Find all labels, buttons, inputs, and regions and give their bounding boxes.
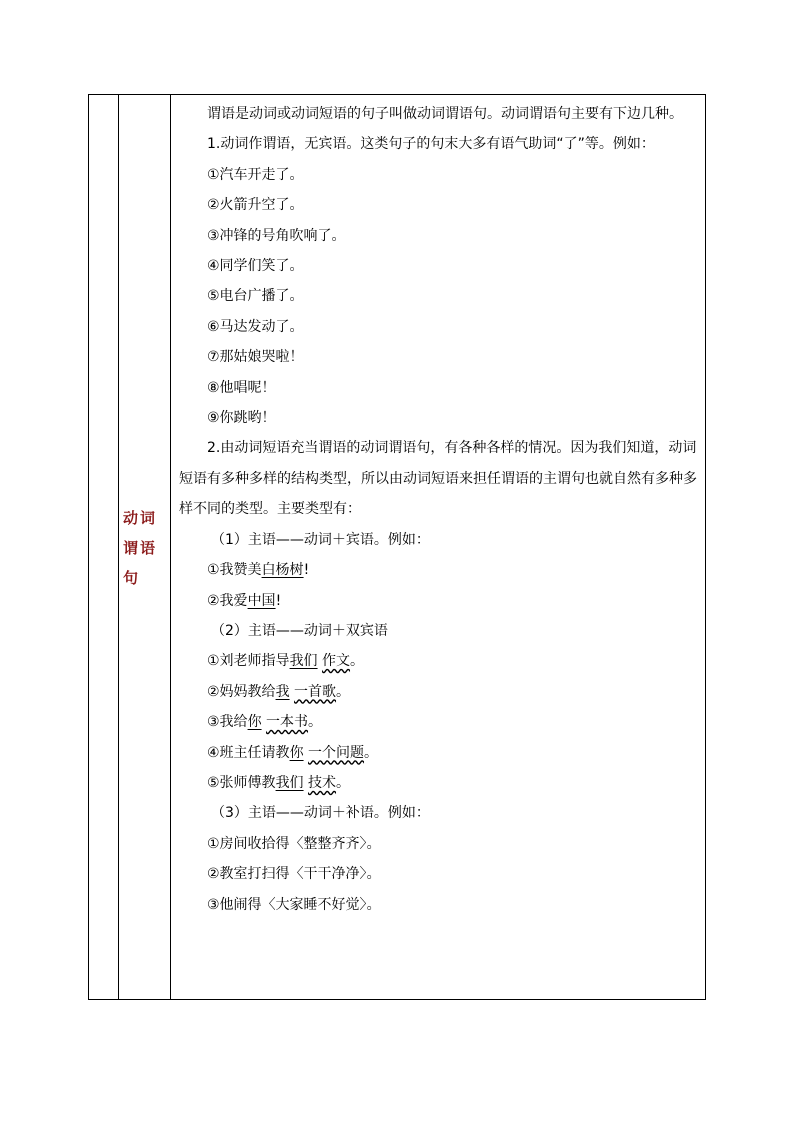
example-text: 。 bbox=[366, 835, 381, 852]
intro-paragraph: 谓语是动词或动词短语的句子叫做动词谓语句。动词谓语句主要有下边几种。 bbox=[207, 106, 683, 122]
example-text: 。 bbox=[366, 866, 381, 883]
example-item bbox=[179, 586, 703, 616]
direct-object: 一个问题 bbox=[308, 744, 365, 761]
indirect-object: 我们 bbox=[289, 653, 318, 670]
example-text: ③他闹得 bbox=[207, 896, 262, 913]
indirect-object: 你 bbox=[289, 744, 304, 761]
example-text: ③我给 bbox=[207, 714, 248, 731]
indirect-object: 我 bbox=[275, 683, 290, 700]
example-text: ④班主任请教 bbox=[207, 744, 290, 761]
example-item bbox=[179, 829, 703, 859]
example-text: ②教室打扫得 bbox=[207, 866, 290, 883]
example-item bbox=[179, 890, 703, 920]
example-item bbox=[179, 707, 703, 737]
object-underlined: 白杨树 bbox=[261, 562, 304, 579]
direct-object: 一首歌 bbox=[294, 683, 337, 700]
example-item: ⑨你跳哟！ bbox=[207, 410, 276, 427]
blank-column bbox=[89, 95, 119, 999]
example-item: ③冲锋的号角吹响了。 bbox=[207, 227, 346, 244]
example-item: ②火箭升空了。 bbox=[207, 197, 304, 214]
indirect-object: 我们 bbox=[275, 774, 304, 791]
example-item bbox=[179, 768, 703, 798]
example-item bbox=[179, 859, 703, 889]
content-cell bbox=[179, 99, 703, 920]
example-item: ⑧他唱呢！ bbox=[207, 379, 276, 396]
example-text: ①我赞美 bbox=[207, 562, 262, 579]
example-text: 。 bbox=[336, 683, 351, 700]
indirect-object: 你 bbox=[247, 714, 262, 731]
direct-object: 技术 bbox=[308, 774, 337, 791]
point-1: 1.动词作谓语，无宾语。这类句子的句末大多有语气助词“了”等。例如： bbox=[207, 136, 655, 153]
example-item bbox=[179, 646, 703, 676]
example-text: 。 bbox=[308, 714, 323, 731]
type-2-heading: （2）主语——动词＋双宾语 bbox=[211, 622, 388, 639]
example-item: ⑤电台广播了。 bbox=[207, 288, 304, 305]
example-text: 。 bbox=[364, 744, 379, 761]
example-item bbox=[179, 738, 703, 768]
example-text: ! bbox=[275, 592, 282, 609]
example-text: ②我爱 bbox=[207, 592, 248, 609]
direct-object: 作文 bbox=[322, 653, 351, 670]
topic-column bbox=[119, 95, 171, 999]
example-text: 。 bbox=[350, 653, 365, 670]
example-text: ①房间收拾得 bbox=[207, 835, 290, 852]
example-item: ④同学们笑了。 bbox=[207, 258, 304, 275]
example-item bbox=[179, 677, 703, 707]
point-2: 2.由动词短语充当谓语的动词谓语句，有各种各样的情况。因为我们知道，动词短语有多种多样的结构类型，所以由动词短语来担任谓语的主谓句也就自然有多种多样不同的类型。主要类型有： bbox=[179, 440, 697, 518]
direct-object: 一本书 bbox=[266, 714, 309, 731]
example-text: ①刘老师指导 bbox=[207, 653, 290, 670]
grammar-table bbox=[88, 94, 706, 1000]
object-underlined: 中国 bbox=[247, 592, 276, 609]
type-3-heading: （3）主语——动词＋补语。例如： bbox=[211, 805, 430, 822]
example-item: ①汽车开走了。 bbox=[207, 166, 304, 183]
example-text: ⑤张师傅教 bbox=[207, 774, 276, 791]
example-text: ! bbox=[303, 562, 310, 579]
example-text: 。 bbox=[336, 774, 351, 791]
complement-bracketed: 〈干干净净〉 bbox=[289, 866, 367, 883]
complement-bracketed: 〈整整齐齐〉 bbox=[289, 835, 367, 852]
example-text: ②妈妈教给 bbox=[207, 683, 276, 700]
example-text: 。 bbox=[366, 896, 381, 913]
complement-bracketed: 〈大家睡不好觉〉 bbox=[261, 896, 367, 913]
type-1-heading: （1）主语——动词＋宾语。例如： bbox=[211, 531, 430, 548]
example-item: ⑥马达发动了。 bbox=[207, 318, 304, 335]
example-item bbox=[179, 555, 703, 585]
example-item: ⑦那姑娘哭啦！ bbox=[207, 349, 304, 366]
section-title: 动词谓语句 bbox=[123, 509, 158, 587]
